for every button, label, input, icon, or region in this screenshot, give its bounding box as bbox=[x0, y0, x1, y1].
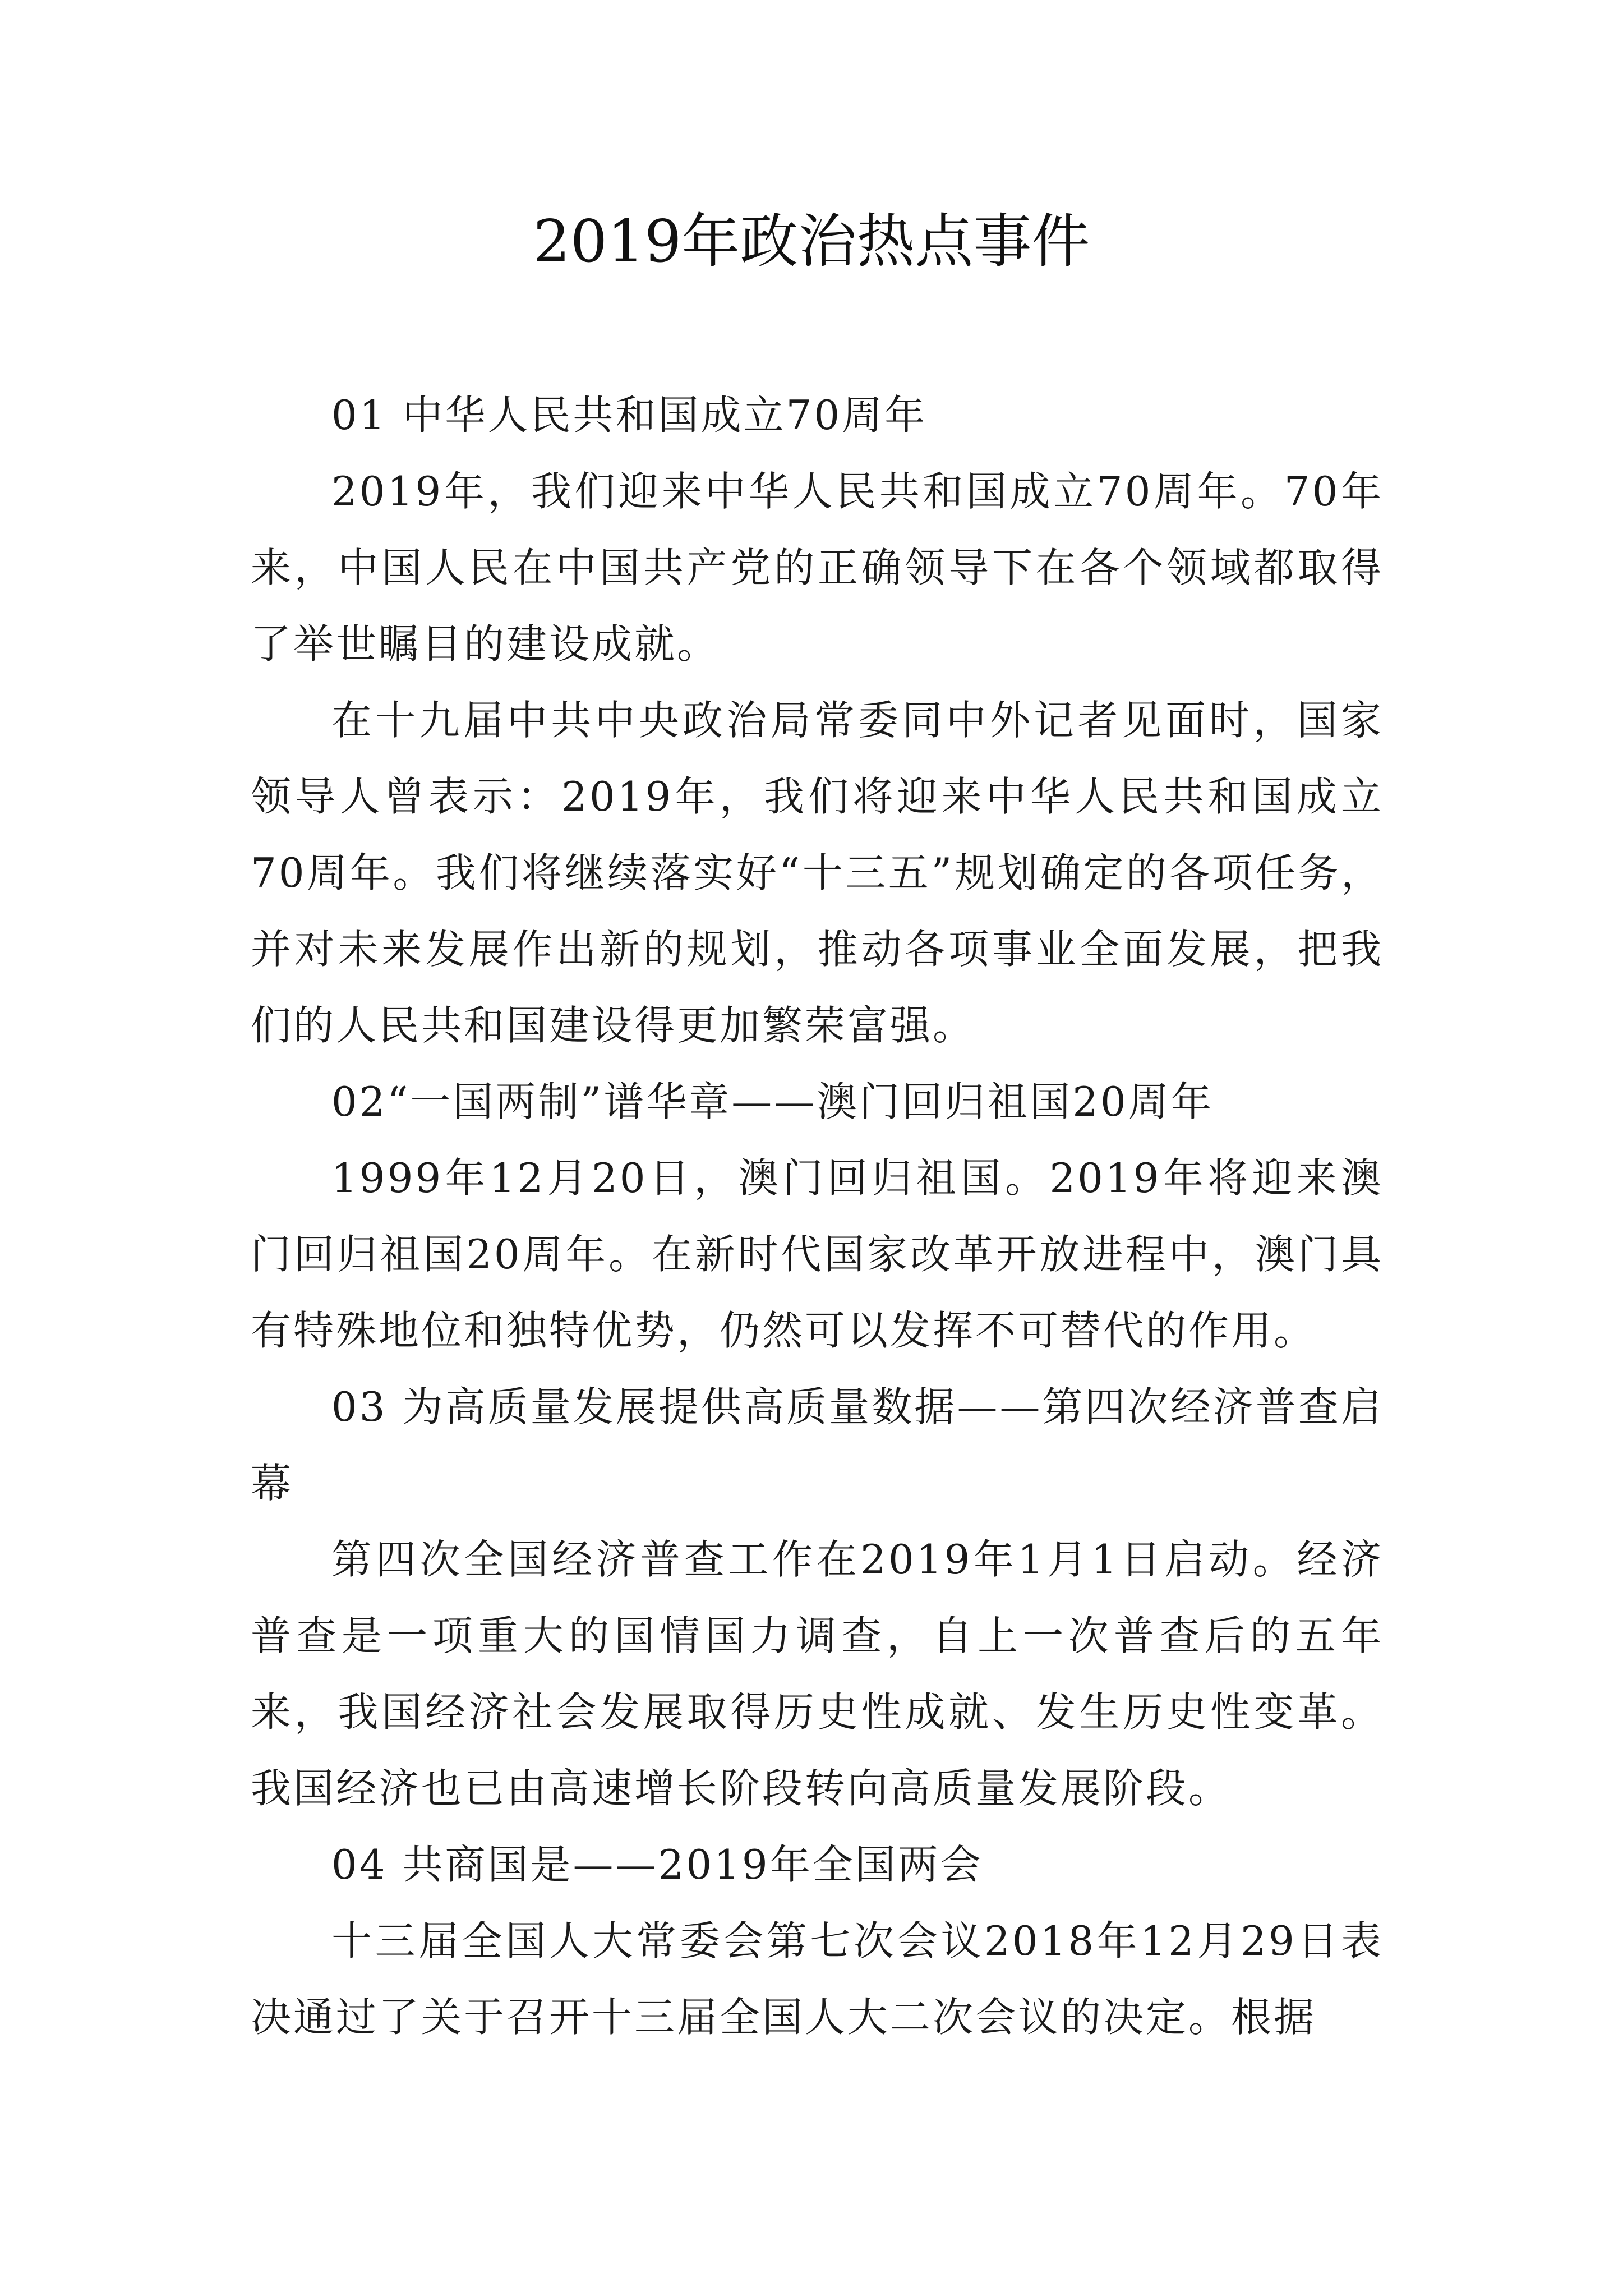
section-heading-03: 03 为高质量发展提供高质量数据——第四次经济普查启幕 bbox=[251, 1383, 1384, 1507]
section-heading-01: 01 中华人民共和国成立70周年 bbox=[331, 392, 928, 439]
document-body bbox=[251, 377, 1384, 2055]
paragraph: 1999年12月20日，澳门回归祖国。2019年将迎来澳门回归祖国20周年。在新时代国家改革开放进程中，澳门具有特殊地位和独特优势，仍然可以发挥不可替代的作用。 bbox=[251, 1154, 1384, 1354]
page-title: 2019年政治热点事件 bbox=[533, 207, 1090, 275]
paragraph: 十三届全国人大常委会第七次会议2018年12月29日表决通过了关于召开十三届全国人大二次会议的决定。根据 bbox=[251, 1917, 1384, 2041]
paragraph: 在十九届中共中央政治局常委同中外记者见面时，国家领导人曾表示：2019年，我们将迎来中华人民共和国成立70周年。我们将继续落实好“十三五”规划确定的各项任务，并对未来发展作出新的规划，推动各项事业全面发展，把我们的人民共和国建设得更加繁荣富强。 bbox=[251, 697, 1384, 1049]
section-heading-02: 02“一国两制”谱华章——澳门回归祖国20周年 bbox=[331, 1078, 1214, 1125]
section-heading-04: 04 共商国是——2019年全国两会 bbox=[331, 1841, 983, 1888]
paragraph: 2019年，我们迎来中华人民共和国成立70周年。70年来，中国人民在中国共产党的正确领导下在各个领域都取得了举世瞩目的建设成就。 bbox=[251, 468, 1384, 668]
paragraph: 第四次全国经济普查工作在2019年1月1日启动。经济普查是一项重大的国情国力调查，自上一次普查后的五年来，我国经济社会发展取得历史性成就、发生历史性变革。我国经济也已由高速增长阶段转向高质量发展阶段。 bbox=[251, 1536, 1384, 1812]
